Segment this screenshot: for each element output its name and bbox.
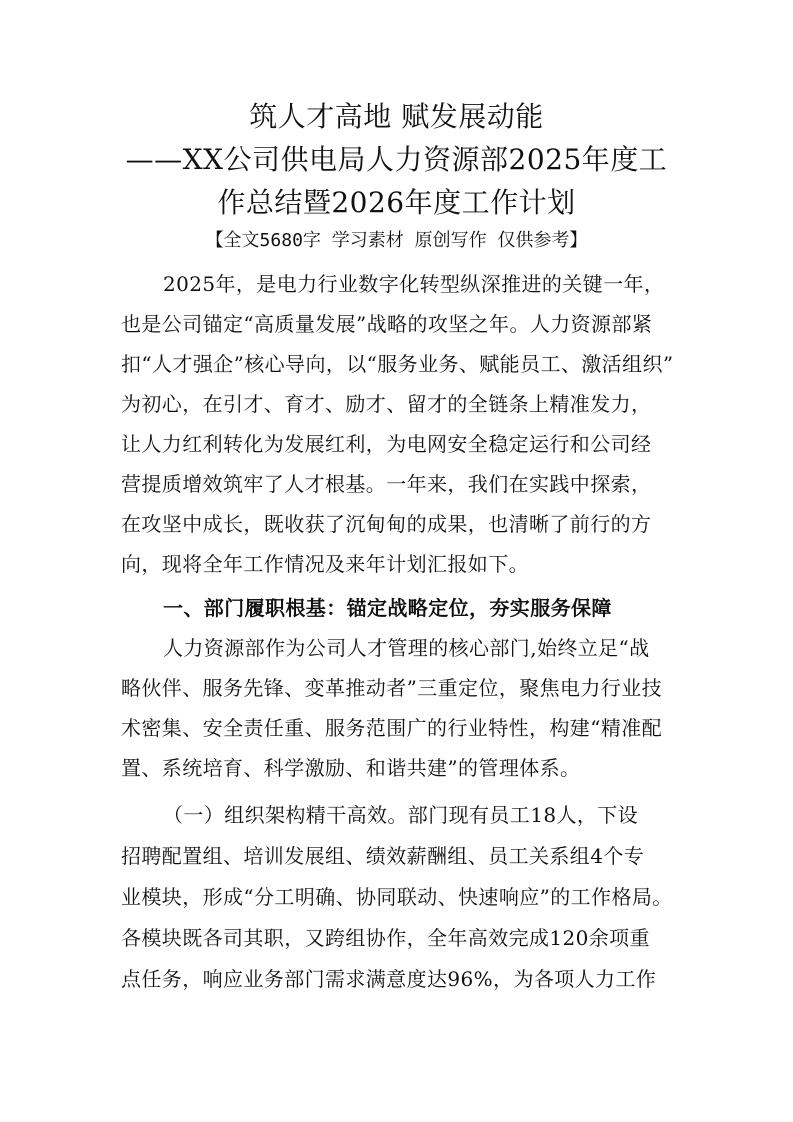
section-paragraph-line: 置、系统培育、科学激励、和谐共建”的管理体系。 [121,756,581,780]
document-title-line-1: 筑人才高地 赋发展动能 [249,100,544,133]
intro-line: 扣“人才强企”核心导向，以“服务业务、赋能员工、激活组织” [121,352,674,376]
intro-line: 让人力红利转化为发展红利，为电网安全稳定运行和公司经 [121,432,652,456]
document-meta-note: 【全文5680字 学习素材 原创写作 仅供参考】 [205,230,588,251]
document-title-line-2: ——XX公司供电局人力资源部2025年度工 [125,143,668,176]
intro-line: 2025年，是电力行业数字化转型纵深推进的关键一年， [163,272,665,296]
section-heading: 一、部门履职根基：锚定战略定位，夯实服务保障 [163,596,612,620]
intro-line: 为初心，在引才、育才、励才、留才的全链条上精准发力， [121,392,652,416]
subsection-paragraph-line: 各模块既各司其职，又跨组协作，全年高效完成120余项重 [121,926,650,950]
section-paragraph-line: 略伙伴、服务先锋、变革推动者”三重定位，聚焦电力行业技 [121,676,663,700]
document-title-line-3: 作总结暨2026年度工作计划 [217,186,576,219]
subsection-paragraph-line: （一）组织架构精干高效。部门现有员工18人，下设 [163,803,639,827]
intro-line: 向，现将全年工作情况及来年计划汇报如下。 [121,552,529,576]
subsection-paragraph-line: 招聘配置组、培训发展组、绩效薪酬组、员工关系组4个专 [121,844,645,868]
subsection-paragraph-line: 业模块，形成“分工明确、协同联动、快速响应”的工作格局。 [121,885,673,909]
intro-line: 在攻坚中成长，既收获了沉甸甸的成果，也清晰了前行的方 [121,512,652,536]
subsection-paragraph-line: 点任务，响应业务部门需求满意度达96%，为各项人力工作 [121,967,657,991]
intro-line: 也是公司锚定“高质量发展”战略的攻坚之年。人力资源部紧 [121,312,653,336]
section-paragraph-line: 术密集、安全责任重、服务范围广的行业特性，构建“精准配 [121,716,663,740]
section-paragraph-line: 人力资源部作为公司人才管理的核心部门,始终立足“战 [163,636,650,660]
intro-line: 营提质增效筑牢了人才根基。一年来，我们在实践中探索， [121,472,652,496]
